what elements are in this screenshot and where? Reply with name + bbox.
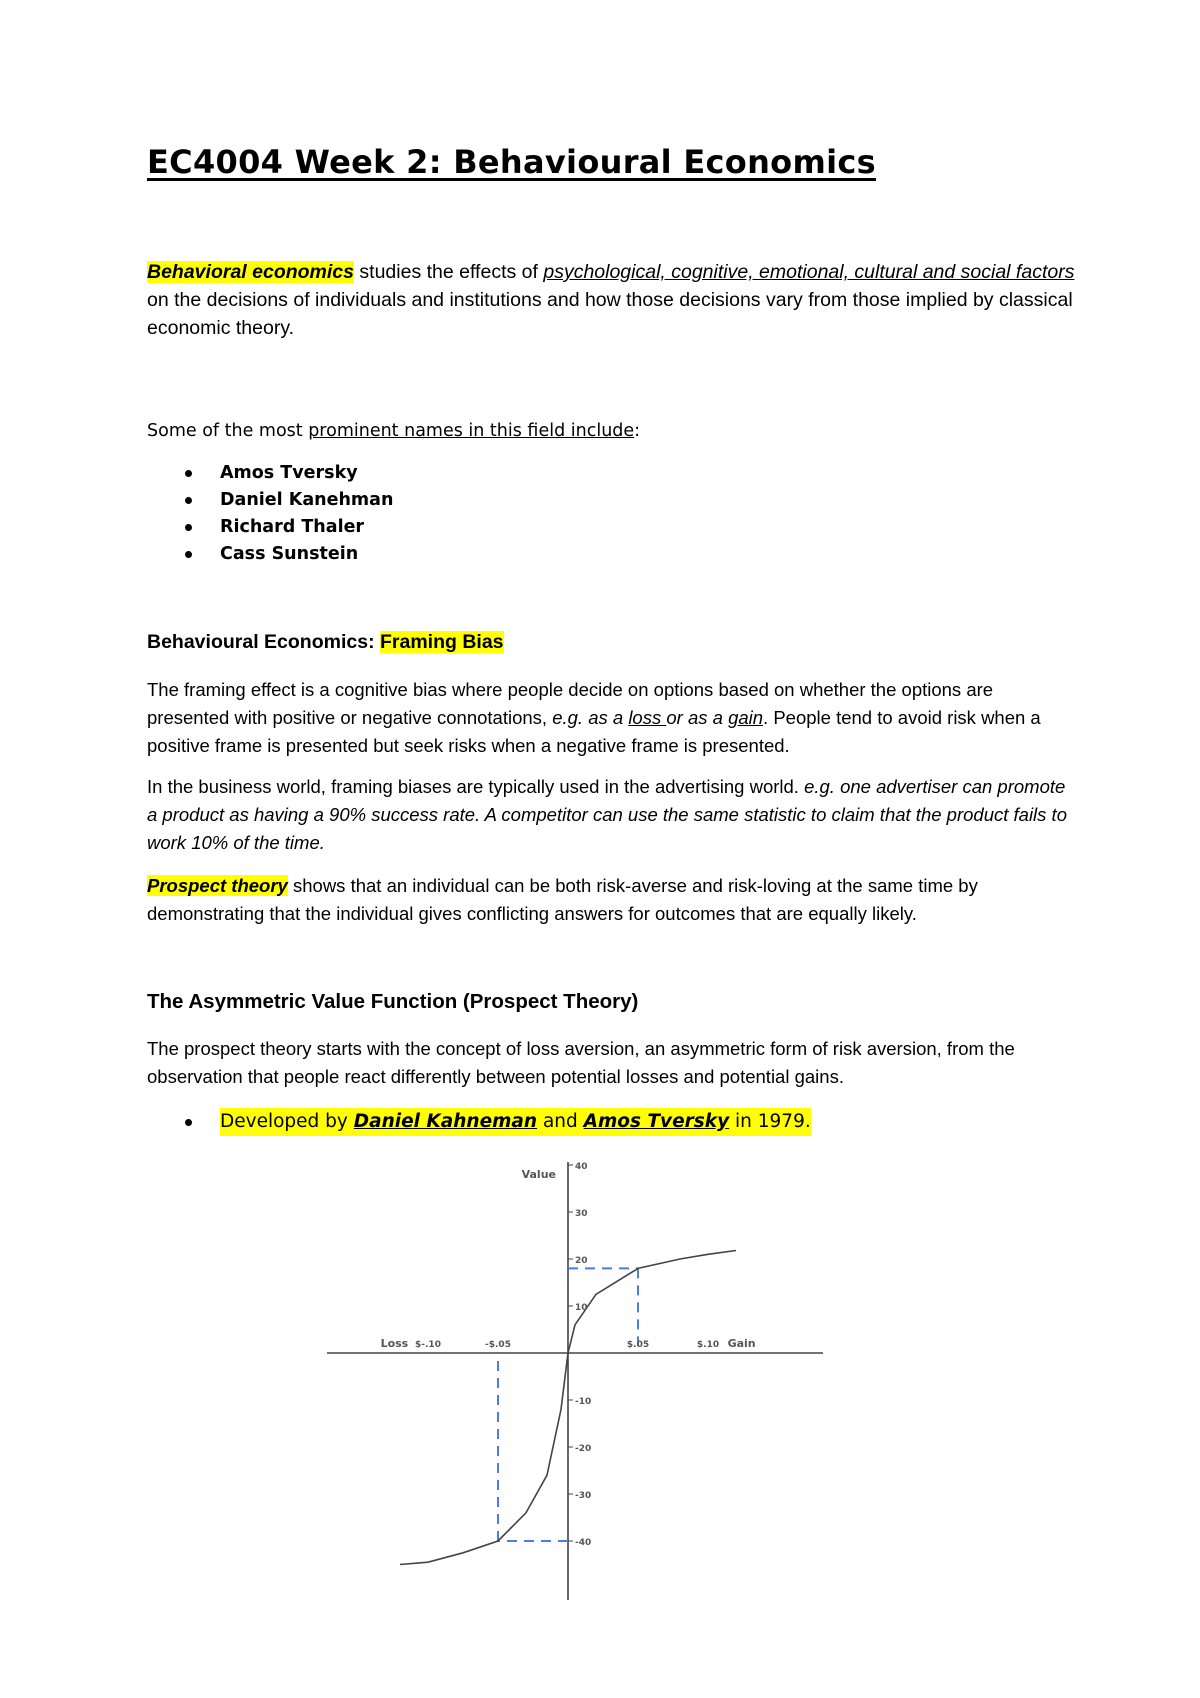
- x-tick-label: $.10: [696, 1340, 720, 1350]
- intro-text-1: studies the effects of: [354, 261, 544, 283]
- x-axis-gain-label: Gain: [727, 1337, 756, 1350]
- framing-p1-end: . People tend to avoid risk when a positive frame is presented but seek risks when a negative frame is presented.: [147, 707, 1041, 756]
- y-axis-label: Value: [521, 1168, 556, 1181]
- year-text: in 1979.: [729, 1111, 811, 1132]
- framing-p1-gain: gain: [728, 707, 764, 728]
- y-tick-label: 30: [575, 1209, 588, 1219]
- page-title: EC4004 Week 2: Behavioural Economics: [147, 143, 876, 181]
- x-tick-label: -$.05: [485, 1340, 511, 1350]
- tversky-name: Amos Tversky: [583, 1111, 730, 1132]
- y-tick-label: -10: [575, 1397, 592, 1407]
- y-tick-label: 10: [575, 1303, 588, 1313]
- intro-text-2: on the decisions of individuals and institutions and how those decisions vary from those implied by classical economic theory.: [147, 289, 1073, 339]
- framing-p3-text: shows that an individual can be both risk-averse and risk-loving at the same time by demonstrating that the individual gives conflicting answers for outcomes that are equally likely.: [147, 875, 978, 924]
- x-tick-label: $-.10: [415, 1340, 441, 1350]
- y-tick-label: 40: [575, 1162, 588, 1172]
- framing-p1-or: or as a: [666, 707, 729, 728]
- and-text: and: [537, 1111, 584, 1132]
- prospect-heading: The Asymmetric Value Function (Prospect Theory): [147, 990, 639, 1013]
- list-item-text: Richard Thaler: [220, 517, 365, 537]
- framing-p2-text: In the business world, framing biases are typically used in the advertising world.: [147, 776, 805, 797]
- y-tick-label: 20: [575, 1256, 588, 1266]
- kahneman-name: Daniel Kahneman: [353, 1111, 538, 1132]
- y-tick-label: -20: [575, 1444, 592, 1454]
- framing-p2-example: one advertiser can promote a product as having a 90% success rate. A competitor can use the same statistic to claim that the product fails to work 10% of the time.: [147, 776, 1067, 853]
- factors-phrase: psychological, cognitive, emotional, cultural and social factors: [543, 261, 1075, 283]
- prospect-theory-term: Prospect theory: [147, 875, 288, 896]
- names-lead-underlined: prominent names in this field include: [308, 421, 635, 441]
- prospect-paragraph: The prospect theory starts with the concept of loss aversion, an asymmetric form of risk aversion, from the observation that people react differently between potential losses and potential gains.: [147, 1038, 1015, 1087]
- names-lead-text: Some of the most: [147, 421, 309, 441]
- framing-heading-text: Behavioural Economics:: [147, 631, 380, 653]
- framing-p1-text: The framing effect is a cognitive bias where people decide on options based on whether the options are presented with positive or negative connotations,: [147, 679, 994, 728]
- framing-p2-eg: e.g.: [804, 776, 835, 797]
- behavioral-economics-term: Behavioral economics: [147, 261, 354, 283]
- x-axis-loss-label: Loss: [380, 1337, 409, 1350]
- y-tick-label: -30: [575, 1491, 592, 1501]
- developed-by-text: Developed by: [220, 1111, 354, 1132]
- x-tick-label: $.05: [626, 1340, 650, 1350]
- framing-p1-eg: e.g. as a: [552, 707, 629, 728]
- names-lead-colon: :: [634, 421, 641, 441]
- list-item-text: Daniel Kanehman: [220, 490, 394, 510]
- list-item-text: Cass Sunstein: [220, 544, 359, 564]
- framing-bias-highlight: Framing Bias: [379, 631, 504, 653]
- list-item-text: Amos Tversky: [220, 463, 358, 483]
- y-tick-label: -40: [575, 1538, 592, 1548]
- framing-p1-loss: loss: [628, 707, 667, 728]
